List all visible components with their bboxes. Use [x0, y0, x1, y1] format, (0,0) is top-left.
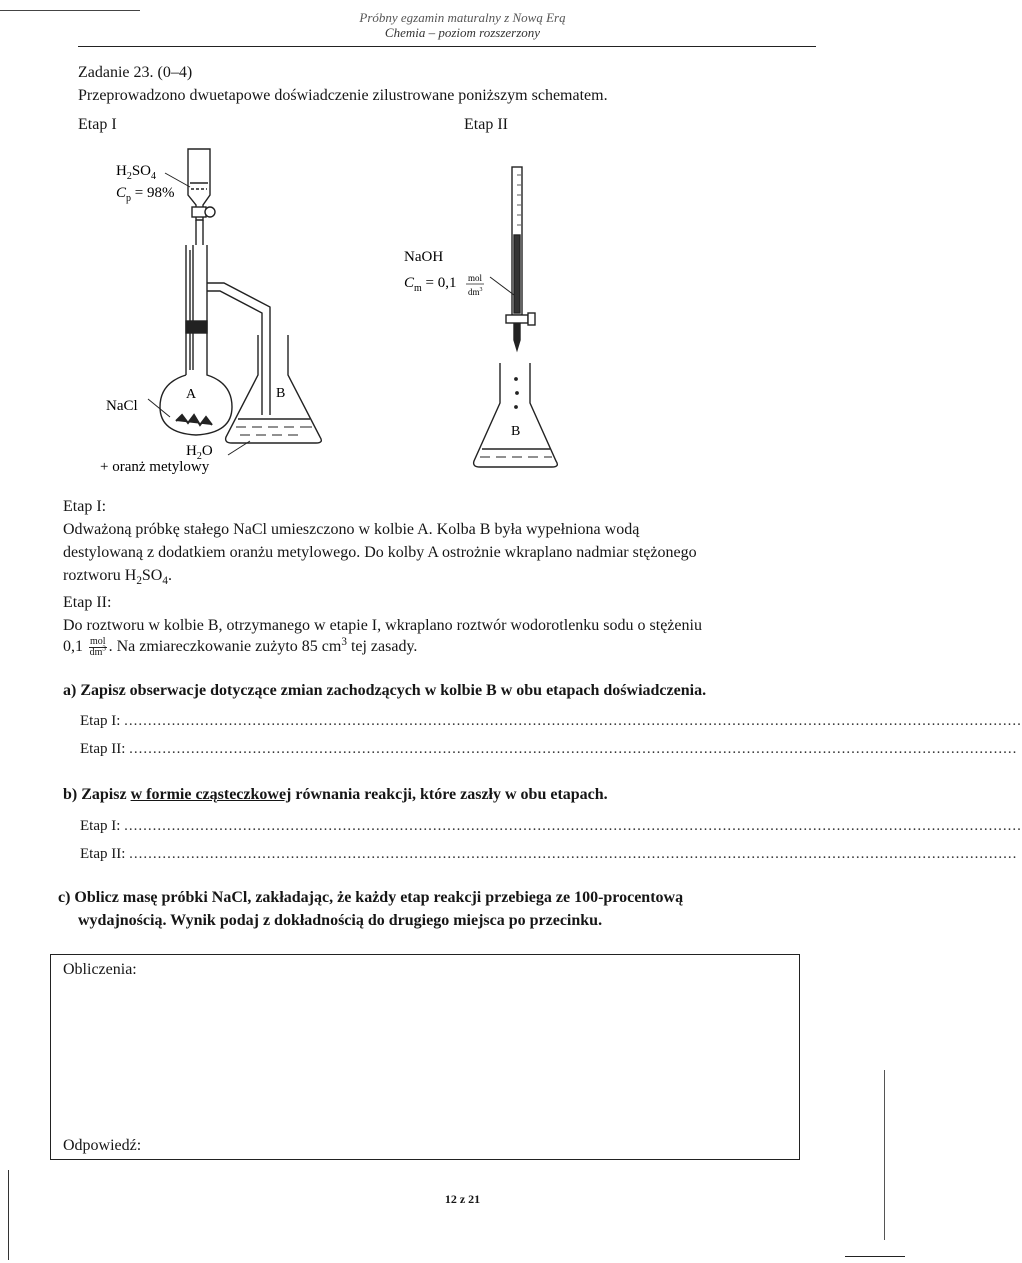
- stopper: [186, 321, 207, 333]
- flask-a-label: A: [186, 387, 197, 402]
- task-intro: Przeprowadzono dwuetapowe doświadczenie zilustrowane poniższym schematem.: [78, 87, 608, 104]
- cm-unit-num: mol: [468, 273, 483, 283]
- calculation-box[interactable]: [50, 954, 800, 1160]
- h2so4-label: $H_2SO_4$: [116, 163, 157, 182]
- part-c-instruction-1: c) Oblicz masę próbki NaCl, zakładając, że każdy etap reakcji przebiega ze 100-procentową: [58, 889, 684, 906]
- page-number: 12 z 21: [444, 1192, 481, 1206]
- flask-a: [160, 295, 232, 435]
- indicator-label: + oranż metylowy: [100, 459, 210, 475]
- nacl-label: NaCl: [106, 398, 138, 414]
- stage2-text-2: 0,1 $\frac{\text{mol}}{dm^3}$ . Na zmiareczkowanie zużyto 85 $cm^3$ tej zasady.: [63, 635, 418, 658]
- stage1-text-2: destylowaną z dodatkiem oranżu metylowego. Do kolby A ostrożnie wkraplano nadmiar stężonego: [63, 544, 697, 561]
- stage2-text-1: Do roztworu w kolbie B, otrzymanego w etapie I, wkraplano roztwór wodorotlenku sodu o stężeniu: [63, 617, 702, 634]
- concentration-unit: $\frac{\text{mol}}{dm^3}$: [89, 636, 106, 658]
- part-a-instruction: a) Zapisz obserwacje dotyczące zmian zachodzących w kolbie B w obu etapach doświadczenia.: [63, 682, 707, 699]
- task-title: Zadanie 23. (0–4): [78, 64, 193, 81]
- naoh-label: NaOH: [404, 249, 444, 265]
- funnel-stopcock: [192, 207, 206, 217]
- h2o-label: $H_2O$: [186, 443, 213, 462]
- part-b-line-2[interactable]: Etap II: ...........................................................................................................................................................................................: [80, 846, 1018, 862]
- flask-b2-label: B: [511, 424, 521, 439]
- cp-label: $C_p = 98\%$: [116, 185, 175, 204]
- flask-b-label: B: [276, 386, 286, 401]
- stage1-heading: Etap I:: [63, 498, 107, 515]
- stage2-label: Etap II: [464, 116, 508, 133]
- stage1-text-3: roztworu $H_2SO_4$.: [63, 567, 172, 588]
- margin-line-right: [884, 1070, 885, 1240]
- header-subject: Chemia – poziom rozszerzony: [384, 25, 541, 40]
- header-rule: [78, 46, 816, 47]
- experiment-diagram: [0, 135, 925, 490]
- corner-rule-bottom: [845, 1256, 905, 1257]
- calc-label: Obliczenia:: [63, 961, 137, 978]
- part-c-instruction-2: wydajnością. Wynik podaj z dokładnością do drugiego miejsca po przecinku.: [78, 912, 603, 929]
- stage1-label: Etap I: [78, 116, 117, 133]
- answer-label: Odpowiedź:: [63, 1137, 142, 1154]
- burette-stopcock: [506, 315, 528, 323]
- cm-unit-den: $dm^3$: [468, 287, 483, 297]
- cm-label: $C_m = 0,1$: [404, 275, 457, 294]
- apparatus-svg: [0, 135, 925, 485]
- margin-line-left: [8, 1170, 9, 1260]
- part-b-line-1[interactable]: Etap I: .............................................................................................................................................................................................: [80, 818, 1022, 834]
- header-exam-title: Próbny egzamin maturalny z Nową Erą: [359, 10, 566, 25]
- part-b-instruction: b) Zapisz w formie cząsteczkowej równania reakcji, które zaszły w obu etapach.: [63, 786, 608, 803]
- part-a-line-2[interactable]: Etap II: ...........................................................................................................................................................................................: [80, 741, 1018, 757]
- part-a-line-1[interactable]: Etap I: .............................................................................................................................................................................................: [80, 713, 1022, 729]
- stage2-heading: Etap II:: [63, 594, 112, 611]
- stage1-text-1: Odważoną próbkę stałego NaCl umieszczono w kolbie A. Kolba B była wypełniona wodą: [63, 521, 640, 538]
